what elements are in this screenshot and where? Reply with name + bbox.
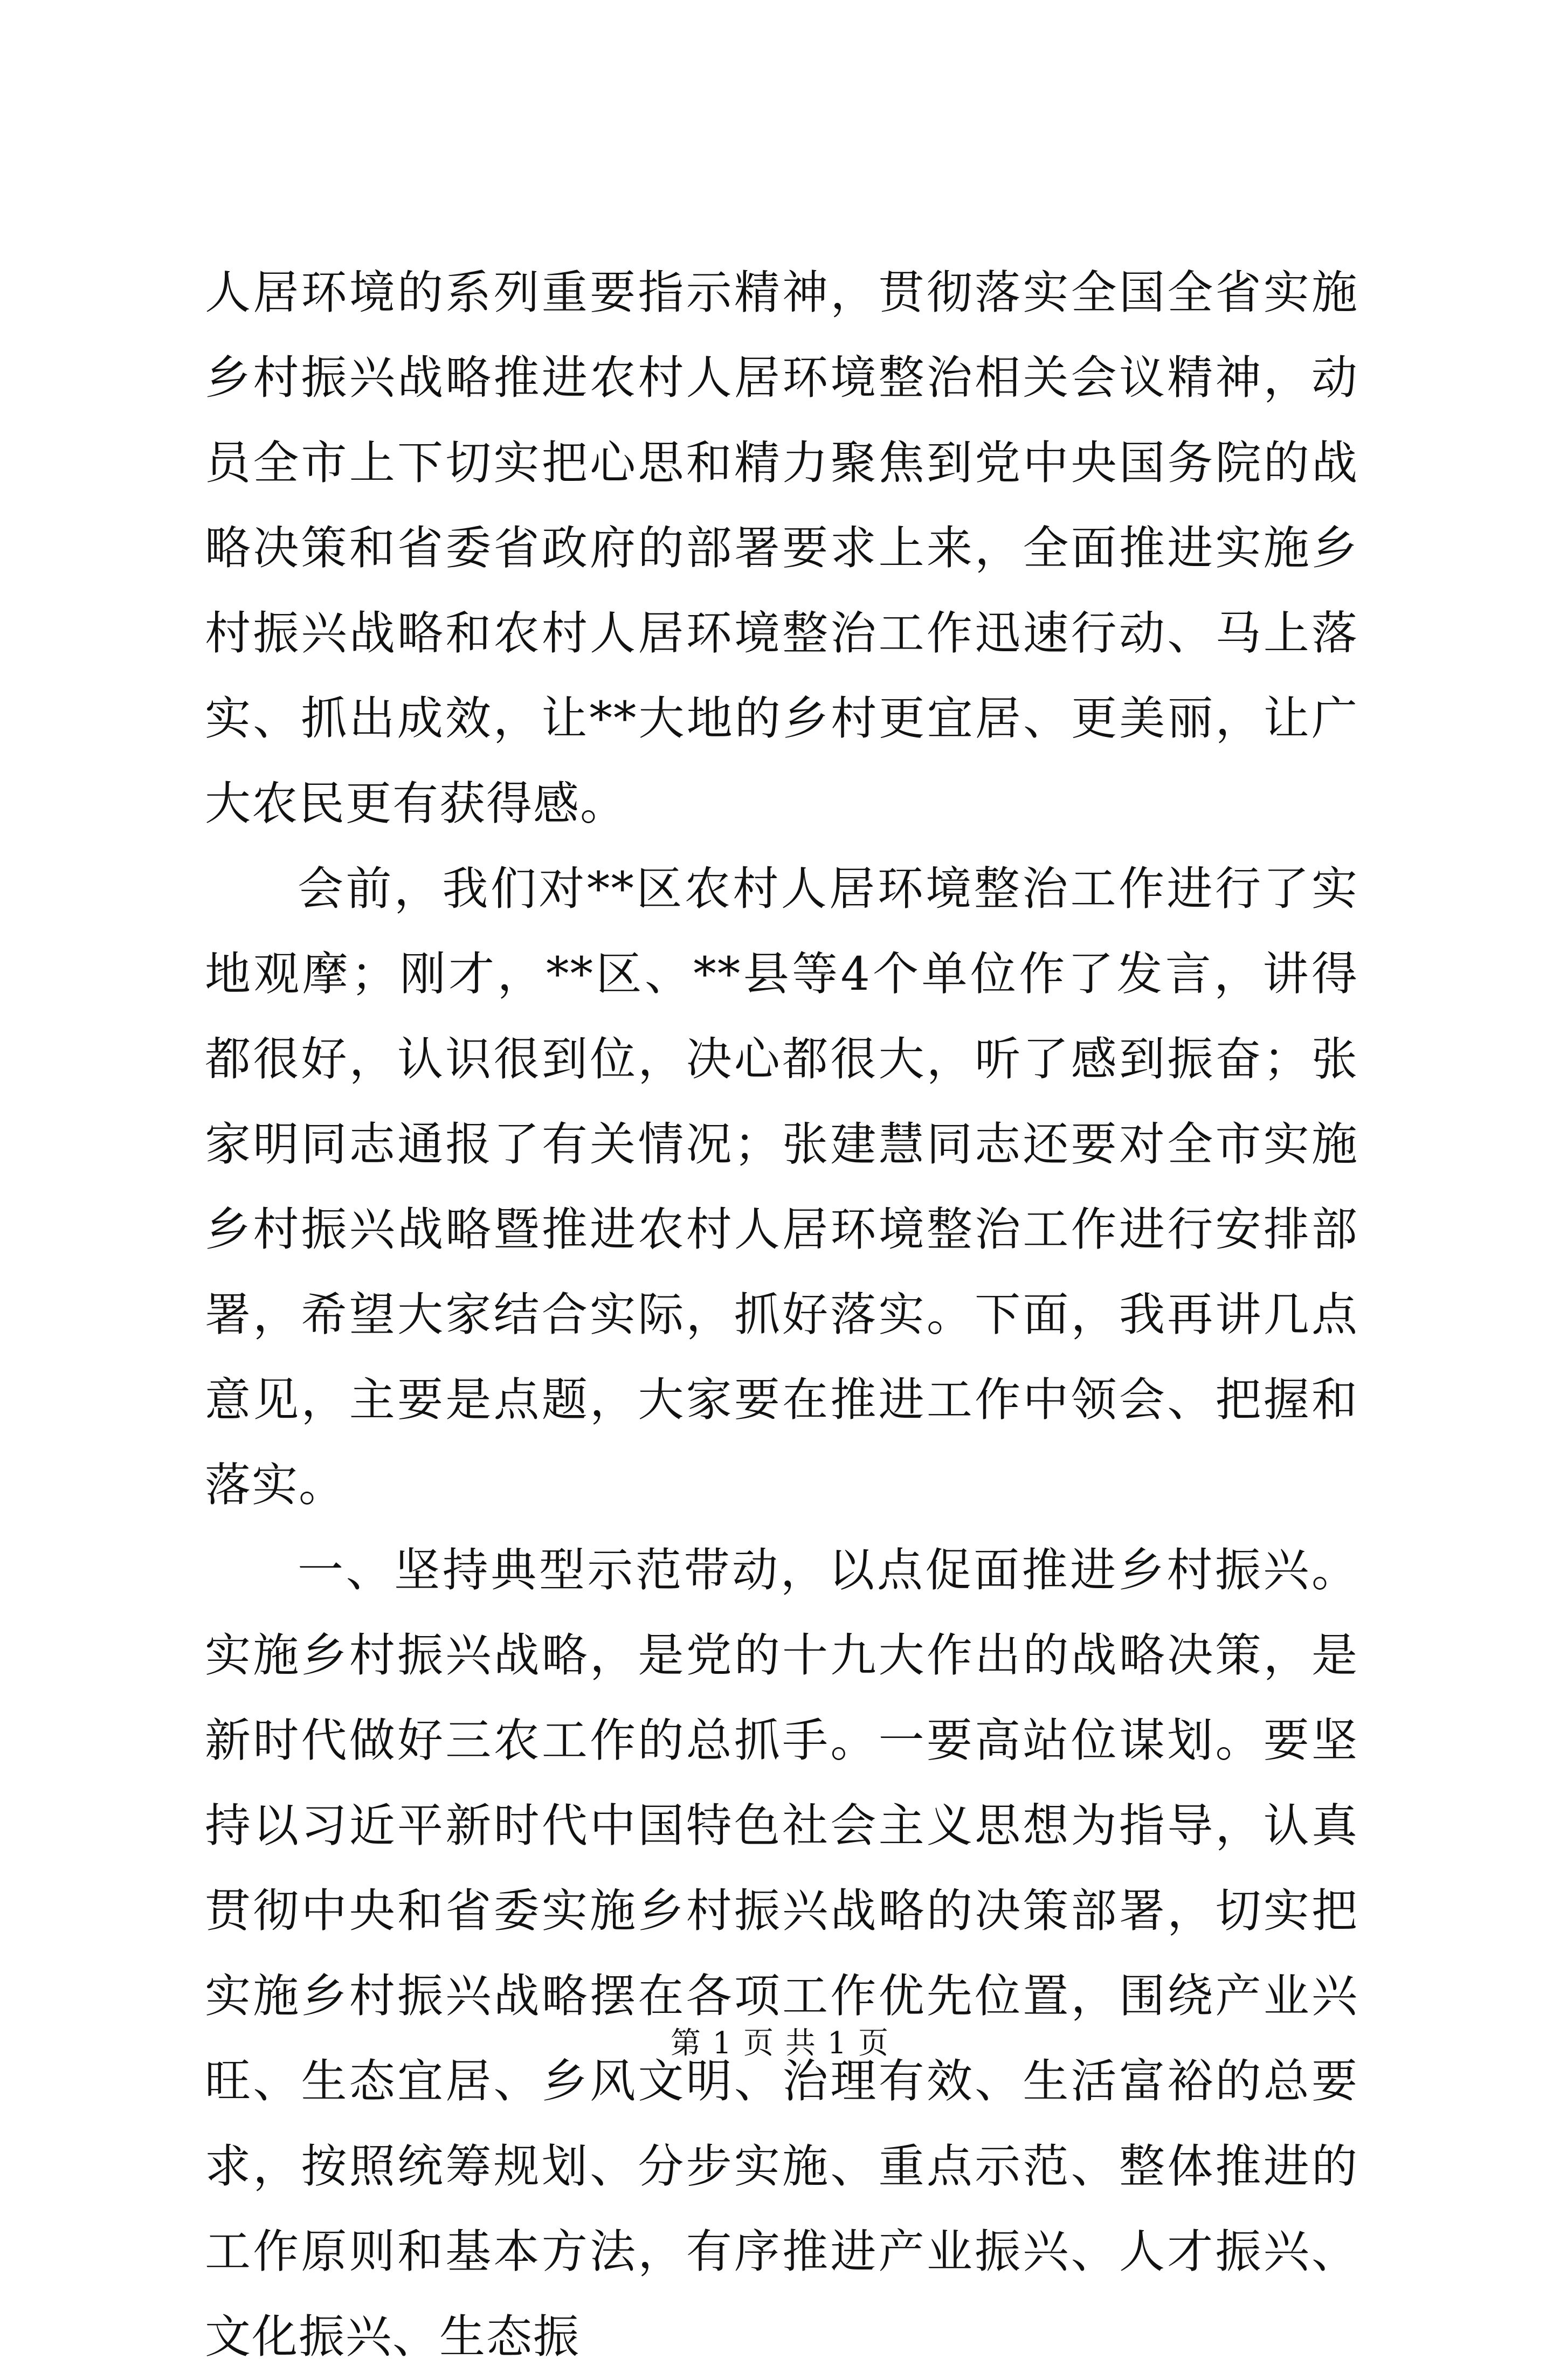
paragraph-1: 人居环境的系列重要指示精神，贯彻落实全国全省实施乡村振兴战略推进农村人居环境整治相关会议精神，动员全市上下切实把心思和精力聚焦到党中央国务院的战略决策和省委省政府的部署要求上来，全面推进实施乡村振兴战略和农村人居环境整治工作迅速行动、马上落实、抓出成效，让**大地的乡村更宜居、更美丽，让广大农民更有获得感。 [205,266,1358,831]
paragraph-2: 会前，我们对**区农村人居环境整治工作进行了实地观摩；刚才，**区、**县等4个单位作了发言，讲得都很好，认识很到位，决心都很大，听了感到振奋；张家明同志通报了有关情况；张建慧同志还要对全市实施乡村振兴战略暨推进农村人居环境整治工作进行安排部署，希望大家结合实际，抓好落实。下面，我再讲几点意见，主要是点题，大家要在推进工作中领会、把握和落实。 [205,863,1358,1512]
paragraph-3: 一、坚持典型示范带动，以点促面推进乡村振兴。实施乡村振兴战略，是党的十九大作出的战略决策，是新时代做好三农工作的总抓手。一要高站位谋划。要坚持以习近平新时代中国特色社会主义思想为指导，认真贯彻中央和省委实施乡村振兴战略的决策部署，切实把实施乡村振兴战略摆在各项工作优先位置，围绕产业兴旺、生态宜居、乡风文明、治理有效、生活富裕的总要求，按照统筹规划、分步实施、重点示范、整体推进的工作原则和基本方法，有序推进产业振兴、人才振兴、文化振兴、生态振 [205,1544,1358,2364]
page-footer: 第 1 页 共 1 页 [670,2026,890,2061]
